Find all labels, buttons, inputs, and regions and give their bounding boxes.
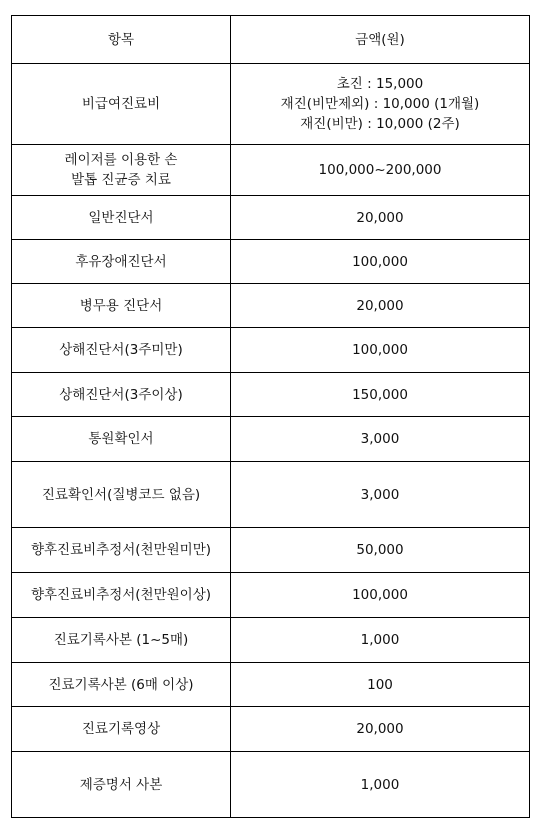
item-text: 병무용 진단서: [79, 297, 163, 314]
table-row: [12, 145, 530, 196]
item-text: 진료기록사본 (1~5매): [53, 632, 189, 648]
table-row: [12, 64, 530, 145]
amount-cell: [231, 328, 530, 373]
item-text: 통원확인서: [88, 431, 154, 447]
amount-cell: [231, 417, 530, 462]
amount-text: 20,000: [356, 209, 404, 226]
header-item: 항목: [12, 16, 231, 64]
item-cell: [12, 752, 231, 818]
item-text: 제증명서 사본: [79, 776, 163, 793]
amount-cell: [231, 145, 530, 196]
item-cell: [12, 373, 231, 417]
item-text: 진료기록사본 (6매 이상): [48, 676, 194, 693]
table-row: [12, 328, 530, 373]
amount-cell: [231, 240, 530, 284]
amount-cell: [231, 373, 530, 417]
amount-text: 150,000: [352, 386, 408, 403]
table-row: [12, 196, 530, 240]
table-row: [12, 573, 530, 618]
amount-cell: [231, 64, 530, 145]
item-cell: [12, 528, 231, 573]
amount-cell: [231, 196, 530, 240]
item-text: 후유장애진단서: [75, 253, 167, 270]
amount-cell: [231, 528, 530, 573]
amount-text: 20,000: [356, 297, 404, 314]
item-text: 비급여진료비: [81, 96, 161, 112]
amount-cell: [231, 284, 530, 328]
table-row: [12, 618, 530, 663]
amount-cell: [231, 573, 530, 618]
item-cell: [12, 573, 231, 618]
item-cell: [12, 663, 231, 707]
item-cell: [12, 707, 231, 752]
item-cell: [12, 462, 231, 528]
item-text: 상해진단서(3주미만): [59, 342, 183, 358]
amount-cell: [231, 752, 530, 818]
item-text: 진료확인서(질병코드 없음): [41, 486, 201, 503]
amount-text: 3,000: [360, 486, 400, 503]
amount-text: 초진 : 15,000: [336, 76, 424, 92]
header-row: [12, 16, 530, 64]
table-row: [12, 373, 530, 417]
item-text: 상해진단서(3주이상): [59, 386, 183, 403]
item-text: 발톱 진균증 치료: [71, 172, 171, 188]
amount-text: 100,000: [352, 253, 408, 270]
table-row: [12, 663, 530, 707]
item-cell: [12, 145, 231, 196]
amount-cell: [231, 462, 530, 528]
amount-text: 3,000: [360, 431, 400, 447]
header-amount: 금액(원): [231, 16, 530, 64]
table-row: [12, 707, 530, 752]
amount-text: 재진(비만제외) : 10,000 (1개월): [280, 96, 480, 112]
fee-table-body: [12, 64, 530, 818]
item-cell: [12, 328, 231, 373]
amount-text: 1,000: [360, 632, 400, 648]
amount-cell: [231, 663, 530, 707]
amount-text: 100,000: [352, 587, 408, 603]
table-row: [12, 752, 530, 818]
item-cell: [12, 240, 231, 284]
item-text: 일반진단서: [88, 209, 154, 226]
item-text: 향후진료비추정서(천만원미만): [30, 542, 212, 558]
item-cell: [12, 64, 231, 145]
fee-table: [11, 15, 530, 818]
amount-text: 100,000~200,000: [318, 162, 442, 178]
item-cell: [12, 618, 231, 663]
amount-cell: [231, 707, 530, 752]
item-cell: [12, 196, 231, 240]
item-cell: [12, 417, 231, 462]
amount-text: 20,000: [356, 721, 404, 737]
item-text: 향후진료비추정서(천만원이상): [30, 587, 212, 603]
amount-text: 100,000: [352, 342, 408, 358]
amount-text: 재진(비만) : 10,000 (2주): [300, 116, 460, 132]
item-text: 진료기록영상: [81, 721, 161, 737]
item-text: 레이저를 이용한 손: [64, 152, 178, 168]
amount-text: 50,000: [356, 542, 404, 558]
amount-text: 1,000: [360, 776, 400, 793]
table-row: [12, 284, 530, 328]
amount-cell: [231, 618, 530, 663]
item-cell: [12, 284, 231, 328]
table-row: [12, 417, 530, 462]
table-row: [12, 240, 530, 284]
table-row: [12, 528, 530, 573]
table-row: [12, 462, 530, 528]
amount-text: 100: [367, 676, 393, 693]
